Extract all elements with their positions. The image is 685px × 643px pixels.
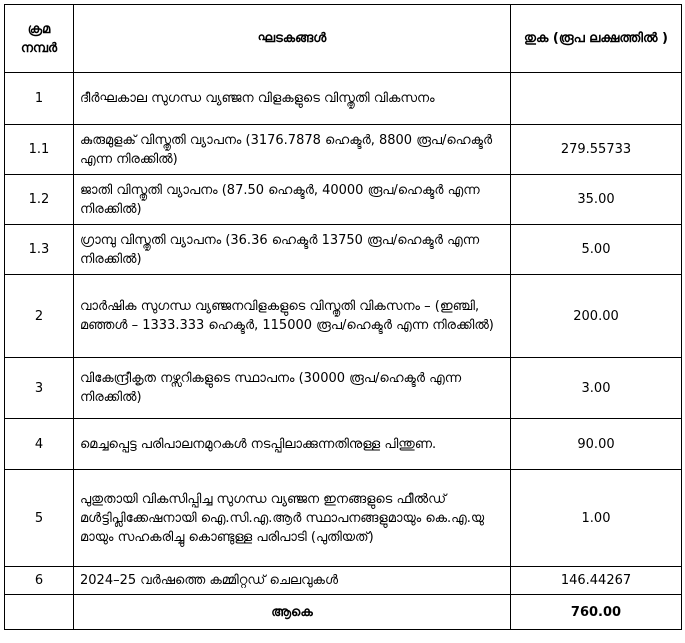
budget-table: [4, 4, 682, 630]
row-number: 3: [5, 358, 74, 419]
header-component: ഘടകങ്ങൾ: [74, 5, 511, 73]
row-number: 1: [5, 73, 74, 125]
row-amount: 35.00: [511, 175, 682, 225]
row-description: ഗ്രാമ്പു വിസ്തൃതി വ്യാപനം (36.36 ഹെക്ടർ 13750 രൂപ/ഹെക്ടർ എന്ന നിരക്കിൽ): [74, 225, 511, 275]
row-amount: 146.44267: [511, 567, 682, 595]
row-amount: [511, 73, 682, 125]
total-label: ആകെ: [74, 595, 511, 630]
table-row: [5, 275, 682, 358]
row-description: ദീർഘകാല സുഗന്ധ വ്യഞ്ജന വിളകളുടെ വിസ്തൃതി വികസനം: [74, 73, 511, 125]
row-number: 4: [5, 419, 74, 470]
row-description: കുരുമുളക് വിസ്തൃതി വ്യാപനം (3176.7878 ഹെക്ടർ, 8800 രൂപ/ഹെക്ടർ എന്ന നിരക്കിൽ): [74, 125, 511, 175]
total-empty-cell: [5, 595, 74, 630]
table-row: [5, 225, 682, 275]
table-row: [5, 125, 682, 175]
row-number: 5: [5, 470, 74, 567]
row-amount: 5.00: [511, 225, 682, 275]
row-amount: 1.00: [511, 470, 682, 567]
table-row: [5, 419, 682, 470]
table-row: [5, 175, 682, 225]
table-row: [5, 358, 682, 419]
row-amount: 90.00: [511, 419, 682, 470]
row-amount: 200.00: [511, 275, 682, 358]
row-number: 1.2: [5, 175, 74, 225]
row-description: വികേന്ദ്രീകൃത നഴ്സറികളുടെ സ്ഥാപനം (30000 രൂപ/ഹെക്ടർ എന്ന നിരക്കിൽ): [74, 358, 511, 419]
row-number: 2: [5, 275, 74, 358]
total-amount: 760.00: [511, 595, 682, 630]
row-description: വാർഷിക സുഗന്ധ വ്യഞ്ജനവിളകളുടെ വിസ്തൃതി വികസനം – (ഇഞ്ചി, മഞ്ഞൾ – 1333.333 ഹെക്ടർ, 115000 രൂപ/ഹെക്ടർ എന്ന നിരക്കിൽ): [74, 275, 511, 358]
row-description: പുതുതായി വികസിപ്പിച്ച സുഗന്ധ വ്യഞ്ജന ഇനങ്ങളുടെ ഫീൽഡ് മൾട്ടിപ്ലിക്കേഷനായി ഐ.സി.എ.ആർ സ്ഥാപനങ്ങളുമായും കെ.എ.യു മായും സഹകരിച്ചു കൊണ്ടുള്ള പരിപാടി (പുതിയത്): [74, 470, 511, 567]
row-description: 2024–25 വർഷത്തെ കമ്മിറ്റഡ് ചെലവുകൾ: [74, 567, 511, 595]
row-description: മെച്ചപ്പെട്ട പരിപാലനമുറകൾ നടപ്പിലാക്കുന്നതിനുള്ള പിന്തുണ.: [74, 419, 511, 470]
table-row: [5, 567, 682, 595]
header-sl-no: ക്രമ നമ്പർ: [5, 5, 74, 73]
row-amount: 279.55733: [511, 125, 682, 175]
table-row: [5, 470, 682, 567]
row-description: ജാതി വിസ്തൃതി വ്യാപനം (87.50 ഹെക്ടർ, 40000 രൂപ/ഹെക്ടർ എന്ന നിരക്കിൽ): [74, 175, 511, 225]
header-row: [5, 5, 682, 73]
total-row: [5, 595, 682, 630]
row-number: 1.1: [5, 125, 74, 175]
row-number: 6: [5, 567, 74, 595]
table-row: [5, 73, 682, 125]
header-amount: തുക (രൂപ ലക്ഷത്തിൽ ): [511, 5, 682, 73]
row-number: 1.3: [5, 225, 74, 275]
row-amount: 3.00: [511, 358, 682, 419]
